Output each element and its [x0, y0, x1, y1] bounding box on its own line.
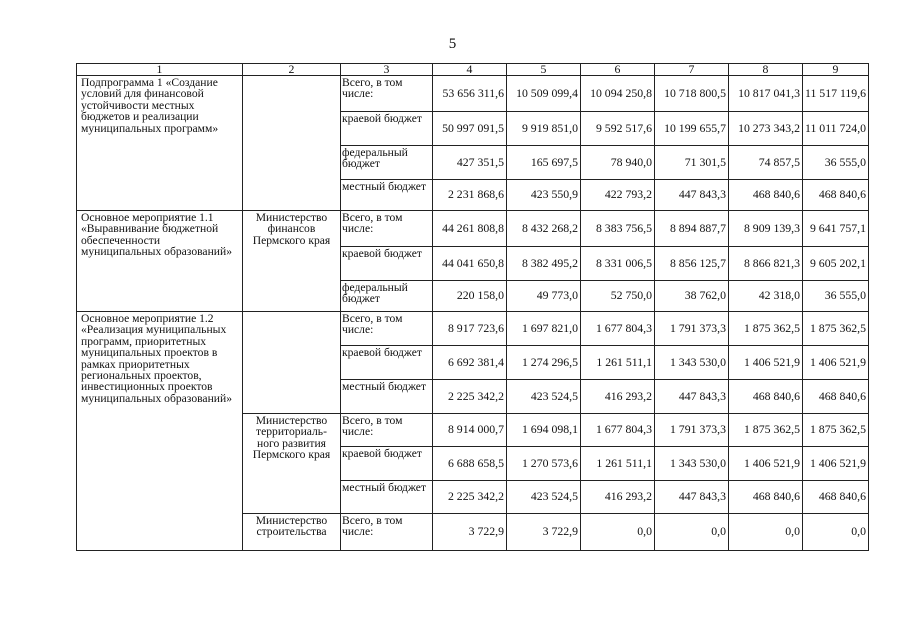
- budget-table-container: [76, 63, 869, 551]
- value-cell: 49 773,0: [507, 281, 581, 312]
- value-cell: 1 875 362,5: [729, 312, 803, 346]
- value-cell: 10 094 250,8: [581, 76, 655, 112]
- header-cell: 6: [581, 64, 655, 76]
- value-cell: 50 997 091,5: [433, 112, 507, 146]
- section-title: Основное мероприятие 1.1 «Выравнивание бюджетной обеспеченности муниципальных образований»: [77, 211, 243, 312]
- value-cell: 8 331 006,5: [581, 247, 655, 281]
- value-cell: 3 722,9: [507, 514, 581, 551]
- funding-source: краевой бюджет: [341, 112, 433, 146]
- table-row: [77, 312, 869, 346]
- value-cell: 1 875 362,5: [803, 312, 869, 346]
- funding-source: Всего, в том числе:: [341, 211, 433, 247]
- executor-cell: Министерство финансов Пермского края: [243, 211, 341, 312]
- value-cell: 447 843,3: [655, 481, 729, 514]
- value-cell: 74 857,5: [729, 146, 803, 180]
- value-cell: 8 382 495,2: [507, 247, 581, 281]
- value-cell: 220 158,0: [433, 281, 507, 312]
- value-cell: 1 791 373,3: [655, 312, 729, 346]
- funding-source: Всего, в том числе:: [341, 76, 433, 112]
- section-title: Подпрограмма 1 «Создание условий для финансовой устойчивости местных бюджетов и реализации муниципальных программ»: [77, 76, 243, 211]
- value-cell: 38 762,0: [655, 281, 729, 312]
- value-cell: 2 225 342,2: [433, 481, 507, 514]
- value-cell: 447 843,3: [655, 380, 729, 414]
- value-cell: 0,0: [581, 514, 655, 551]
- value-cell: 44 041 650,8: [433, 247, 507, 281]
- value-cell: 8 432 268,2: [507, 211, 581, 247]
- executor-cell: [243, 76, 341, 211]
- value-cell: 1 875 362,5: [729, 414, 803, 447]
- value-cell: 1 697 821,0: [507, 312, 581, 346]
- executor-cell: [243, 312, 341, 414]
- header-cell: 4: [433, 64, 507, 76]
- value-cell: 2 231 868,6: [433, 180, 507, 211]
- value-cell: 6 692 381,4: [433, 346, 507, 380]
- value-cell: 11 517 119,6: [803, 76, 869, 112]
- value-cell: 53 656 311,6: [433, 76, 507, 112]
- page-number: 5: [448, 36, 457, 52]
- header-cell: 8: [729, 64, 803, 76]
- value-cell: 416 293,2: [581, 481, 655, 514]
- value-cell: 0,0: [803, 514, 869, 551]
- value-cell: 71 301,5: [655, 146, 729, 180]
- funding-source: федеральный бюджет: [341, 146, 433, 180]
- value-cell: 10 199 655,7: [655, 112, 729, 146]
- value-cell: 1 677 804,3: [581, 312, 655, 346]
- value-cell: 1 694 098,1: [507, 414, 581, 447]
- value-cell: 422 793,2: [581, 180, 655, 211]
- value-cell: 6 688 658,5: [433, 447, 507, 481]
- value-cell: 8 917 723,6: [433, 312, 507, 346]
- header-cell: 3: [341, 64, 433, 76]
- value-cell: 1 343 530,0: [655, 346, 729, 380]
- funding-source: местный бюджет: [341, 481, 433, 514]
- value-cell: 447 843,3: [655, 180, 729, 211]
- value-cell: 468 840,6: [729, 380, 803, 414]
- header-cell: 7: [655, 64, 729, 76]
- value-cell: 1 270 573,6: [507, 447, 581, 481]
- header-cell: 5: [507, 64, 581, 76]
- funding-source: Всего, в том числе:: [341, 414, 433, 447]
- value-cell: 0,0: [729, 514, 803, 551]
- value-cell: 8 894 887,7: [655, 211, 729, 247]
- value-cell: 1 274 296,5: [507, 346, 581, 380]
- header-row: [77, 64, 869, 76]
- value-cell: 468 840,6: [729, 481, 803, 514]
- value-cell: 10 509 099,4: [507, 76, 581, 112]
- budget-table: [76, 63, 869, 551]
- value-cell: 468 840,6: [803, 180, 869, 211]
- value-cell: 36 555,0: [803, 281, 869, 312]
- value-cell: 9 605 202,1: [803, 247, 869, 281]
- value-cell: 11 011 724,0: [803, 112, 869, 146]
- funding-source: краевой бюджет: [341, 346, 433, 380]
- value-cell: 8 866 821,3: [729, 247, 803, 281]
- value-cell: 8 383 756,5: [581, 211, 655, 247]
- value-cell: 78 940,0: [581, 146, 655, 180]
- funding-source: местный бюджет: [341, 380, 433, 414]
- value-cell: 9 919 851,0: [507, 112, 581, 146]
- value-cell: 1 406 521,9: [803, 447, 869, 481]
- funding-source: Всего, в том числе:: [341, 514, 433, 551]
- value-cell: 42 318,0: [729, 281, 803, 312]
- value-cell: 423 524,5: [507, 481, 581, 514]
- value-cell: 427 351,5: [433, 146, 507, 180]
- funding-source: краевой бюджет: [341, 447, 433, 481]
- value-cell: 1 343 530,0: [655, 447, 729, 481]
- section-title: Основное мероприятие 1.2 «Реализация муниципальных программ, приоритетных муниципальных проектов в рамках приоритетных региональных проектов, инвестиционных проектов муниципальных образований»: [77, 312, 243, 551]
- value-cell: 1 261 511,1: [581, 346, 655, 380]
- value-cell: 423 524,5: [507, 380, 581, 414]
- value-cell: 8 914 000,7: [433, 414, 507, 447]
- header-cell: 1: [77, 64, 243, 76]
- funding-source: Всего, в том числе:: [341, 312, 433, 346]
- value-cell: 3 722,9: [433, 514, 507, 551]
- value-cell: 52 750,0: [581, 281, 655, 312]
- table-row: [77, 76, 869, 112]
- value-cell: 8 909 139,3: [729, 211, 803, 247]
- value-cell: 468 840,6: [803, 481, 869, 514]
- executor-cell: Министерство строительства: [243, 514, 341, 551]
- value-cell: 1 261 511,1: [581, 447, 655, 481]
- value-cell: 468 840,6: [803, 380, 869, 414]
- value-cell: 416 293,2: [581, 380, 655, 414]
- funding-source: краевой бюджет: [341, 247, 433, 281]
- value-cell: 0,0: [655, 514, 729, 551]
- executor-cell: Министерство территориаль-ного развития Пермского края: [243, 414, 341, 514]
- value-cell: 1 406 521,9: [729, 346, 803, 380]
- value-cell: 8 856 125,7: [655, 247, 729, 281]
- value-cell: 1 791 373,3: [655, 414, 729, 447]
- value-cell: 1 406 521,9: [729, 447, 803, 481]
- value-cell: 2 225 342,2: [433, 380, 507, 414]
- funding-source: федеральный бюджет: [341, 281, 433, 312]
- value-cell: 1 677 804,3: [581, 414, 655, 447]
- value-cell: 36 555,0: [803, 146, 869, 180]
- value-cell: 9 592 517,6: [581, 112, 655, 146]
- value-cell: 165 697,5: [507, 146, 581, 180]
- value-cell: 10 817 041,3: [729, 76, 803, 112]
- value-cell: 10 273 343,2: [729, 112, 803, 146]
- value-cell: 423 550,9: [507, 180, 581, 211]
- value-cell: 1 406 521,9: [803, 346, 869, 380]
- header-cell: 2: [243, 64, 341, 76]
- header-cell: 9: [803, 64, 869, 76]
- funding-source: местный бюджет: [341, 180, 433, 211]
- value-cell: 10 718 800,5: [655, 76, 729, 112]
- value-cell: 9 641 757,1: [803, 211, 869, 247]
- value-cell: 44 261 808,8: [433, 211, 507, 247]
- value-cell: 468 840,6: [729, 180, 803, 211]
- table-row: [77, 211, 869, 247]
- value-cell: 1 875 362,5: [803, 414, 869, 447]
